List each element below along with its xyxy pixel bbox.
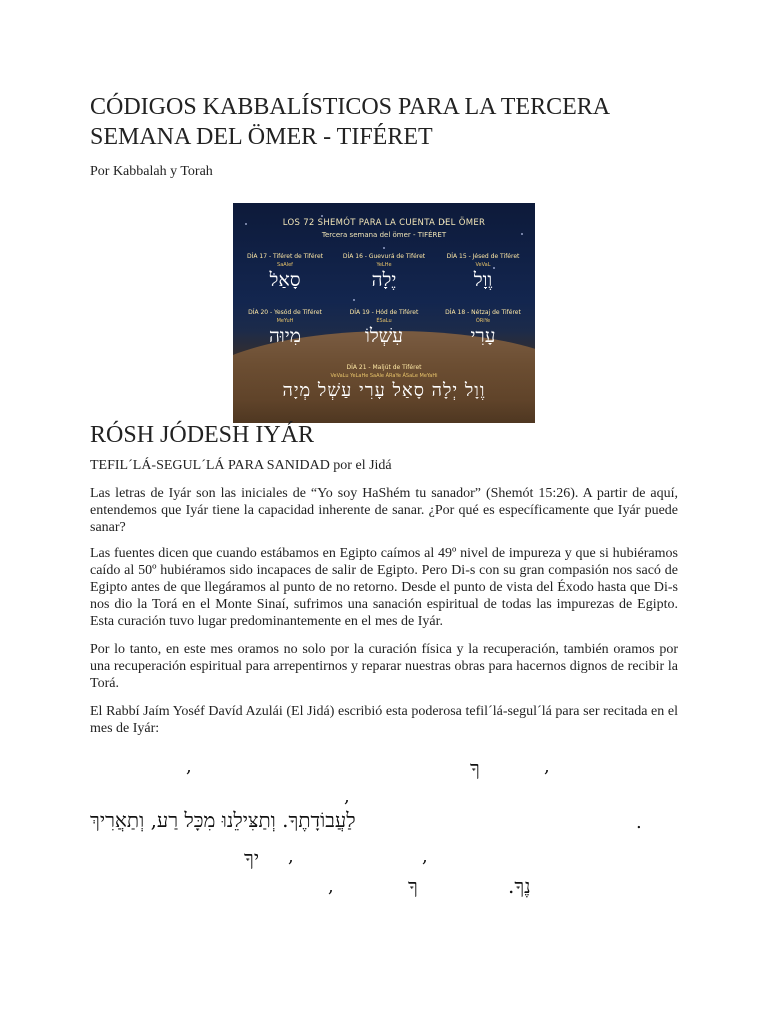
- omer-codes-image: [233, 203, 535, 423]
- paragraph: Las letras de Iyár son las iniciales de “Yo soy HaShém tu sanador” (Shemót 15:26). A partir de aquí, entendemos que Iyár tiene la capacidad inherente de sanar. ¿Por qué es específicamente que Iyár puede sanar?: [90, 486, 678, 535]
- prayer-fragment: ,: [288, 846, 294, 867]
- transliteration: ÓRiYe: [475, 318, 491, 324]
- prayer-fragment: ,: [422, 846, 428, 867]
- hebrew-name: מִיוּה: [268, 325, 302, 347]
- paragraph: El Rabbí Jaím Yoséf Davíd Azulái (El Jidá) escribió esta poderosa tefil´lá-segul´lá para ser recitada en el mes de Iyár:: [90, 704, 678, 736]
- day-19-cell: [334, 309, 434, 348]
- transliteration: VeVaLu YeLaHe SaAle ÁRaYe ÁSaLe MeYaHi: [330, 373, 438, 379]
- transliteration: SaAlef: [277, 262, 293, 268]
- prayer-fragment: ךָ: [408, 874, 418, 898]
- hebrew-name: וֶוָל: [473, 269, 493, 291]
- day-label: DÍA 21 - Maljút de Tiféret: [346, 364, 422, 371]
- byline: Por Kabbalah y Torah: [90, 164, 213, 179]
- hebrew-name: סָאַל: [269, 269, 301, 291]
- prayer-fragment: ,: [344, 786, 350, 807]
- prayer-fragment: ךָ: [470, 756, 480, 780]
- prayer-fragment: יךָ: [244, 846, 260, 870]
- transliteration: MeYuH: [276, 318, 294, 324]
- prayer-fragment: לַעֲבוֹדָתֶךָ. וְתַצִּילֵנוּ מִכָּל רַע, וְתַאֲרִיךְ: [90, 808, 356, 832]
- page-title: CÓDIGOS KABBALÍSTICOS PARA LA TERCERA SEMANA DEL ÖMER - TIFÉRET: [90, 94, 609, 150]
- day-label: DÍA 19 - Hód de Tiféret: [349, 309, 419, 316]
- hebrew-name: יֶלָה: [371, 269, 397, 291]
- transliteration: YeLHe: [376, 262, 392, 268]
- section-heading: RÓSH JÓDESH IYÁR: [90, 422, 315, 448]
- day-16-cell: [334, 253, 434, 292]
- paragraph: Por lo tanto, en este mes oramos no solo por la curación física y la recuperación, también oramos por una recuperación espiritual para arrepentirnos y reparar nuestras obras para hacernos dignos de recibir la Torá.: [90, 642, 678, 691]
- section-subheading: TEFIL´LÁ-SEGUL´LÁ PARA SANIDAD por el Jidá: [90, 458, 392, 473]
- prayer-fragment: .: [636, 812, 642, 833]
- transliteration: VeVaL: [475, 262, 491, 268]
- transliteration: ÉSaLu: [376, 318, 392, 324]
- day-label: DÍA 20 - Yesód de Tiféret: [248, 309, 322, 316]
- prayer-fragment: ,: [544, 756, 550, 777]
- day-label: DÍA 18 - Nétzaj de Tiféret: [445, 309, 521, 316]
- day-label: DÍA 15 - Jésed de Tiféret: [446, 253, 520, 260]
- day-label: DÍA 17 - Tiféret de Tiféret: [247, 253, 323, 260]
- hebrew-name: עִשְׁלוֹ: [365, 325, 403, 347]
- day-label: DÍA 16 - Guevurá de Tiféret: [342, 253, 426, 260]
- paragraph: Las fuentes dicen que cuando estábamos en Egipto caímos al 49º nivel de impureza y que si hubiéramos caído al 50º hubiéramos sido incapaces de salir de Egipto. Pero Di-s con su gran compasión nos sacó de Egipto antes de que llegáramos al punto de no retorno. Desde el punto de vista del Éxodo hasta que Di-s nos dio la Torá en el Monte Sinaí, sufrimos una sanación espiritual de todas las impurezas de Egipto. Esta curación tuvo lugar predominantemente en el mes de Iyár.: [90, 546, 678, 629]
- hebrew-names-row: וֶוָל יְלָה סָאַל עָרִי עַשְׁל מְיָה: [282, 380, 486, 401]
- day-17-cell: [235, 253, 335, 292]
- figure-title: LOS 72 SHEMÓT PARA LA CUENTA DEL ÖMER: [282, 218, 486, 228]
- day-18-cell: [433, 309, 533, 348]
- day-15-cell: [433, 253, 533, 292]
- day-21-cell: [233, 364, 535, 401]
- hebrew-name: עָרִי: [470, 325, 496, 347]
- day-20-cell: [235, 309, 335, 348]
- figure-subtitle: Tercera semana del ömer - TIFÉRET: [321, 231, 447, 239]
- prayer-fragment: ,: [186, 756, 192, 777]
- prayer-fragment: נֶךָ.: [508, 874, 531, 898]
- prayer-fragment: ,: [328, 876, 334, 897]
